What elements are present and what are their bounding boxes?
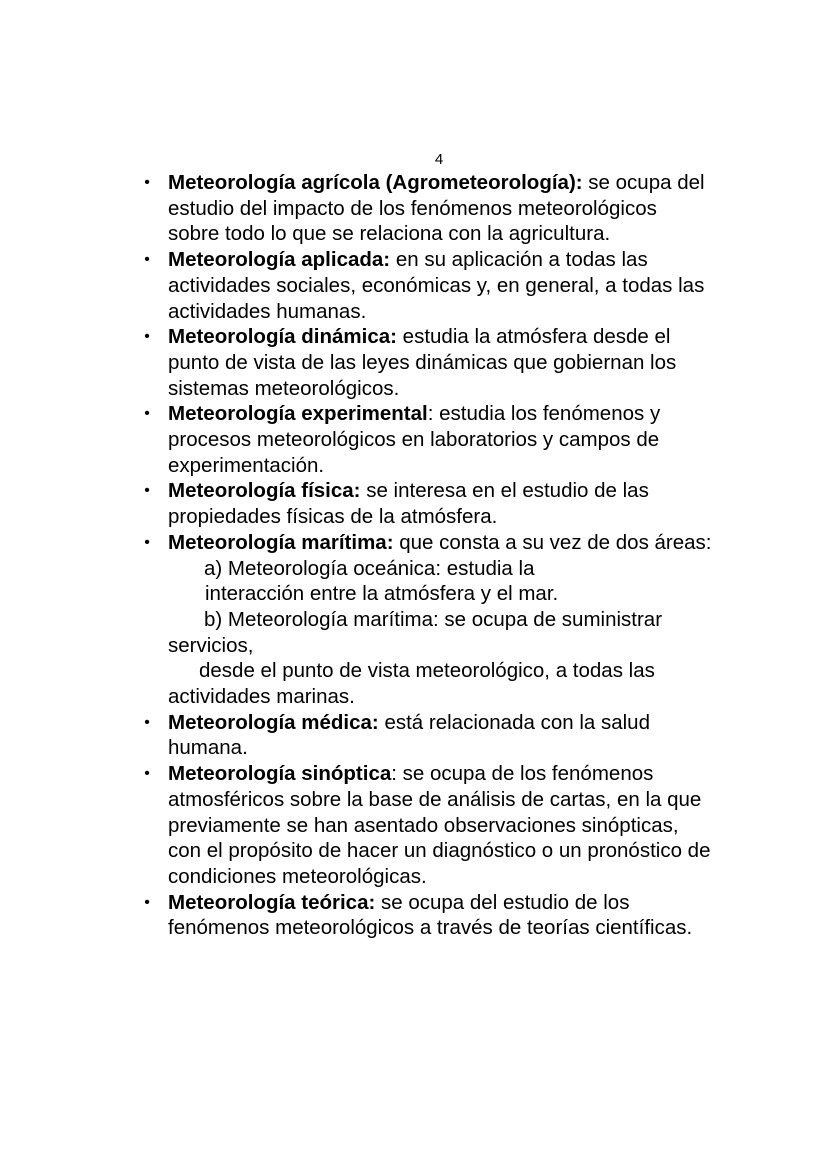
sub-item-maritima-line-4: actividades marinas. [168, 685, 355, 709]
list-item-maritima [144, 530, 713, 710]
item-term: Meteorología física: [168, 479, 361, 503]
list-item-agricola [144, 170, 713, 247]
item-description: en su aplicación a todas las actividades sociales, económicas y, en general, a todas las actividades humanas. [168, 248, 705, 323]
item-term: Meteorología marítima: [168, 530, 394, 554]
list-item-sinoptica [144, 761, 713, 890]
item-description: está relacionada con la salud humana. [168, 710, 650, 760]
item-term: Meteorología sinóptica [168, 762, 392, 786]
item-term: Meteorología médica: [168, 710, 379, 734]
bullet-icon: • [144, 713, 150, 731]
sub-item-maritima-line-2: servicios, [168, 633, 254, 657]
bullet-icon: • [144, 765, 150, 783]
sub-item-maritima-line-1: b) Meteorología marítima: se ocupa de suministrar [204, 607, 663, 631]
list-item-experimental [144, 401, 713, 478]
meteorology-branches-list [144, 170, 713, 941]
item-description: : se ocupa de los fenómenos atmosféricos sobre la base de análisis de cartas, en la que previamente se han asentado observaciones sinópticas, con el propósito de hacer un diagnóstico o un pronóstico de condiciones meteorológicas. [168, 762, 711, 888]
item-description: se interesa en el estudio de las propiedades físicas de la atmósfera. [168, 479, 649, 529]
bullet-icon: • [144, 174, 150, 191]
list-item-teorica [144, 890, 713, 941]
bullet-icon: • [144, 533, 150, 551]
bullet-icon: • [144, 893, 150, 911]
sub-item-maritima-line-3: desde el punto de vista meteorológico, a todas las [199, 659, 655, 683]
item-term: Meteorología experimental [168, 402, 428, 426]
bullet-icon: • [144, 482, 150, 500]
sub-item-oceanica-line-2: interacción entre la atmósfera y el mar. [205, 582, 559, 606]
sub-item-oceanica-line-1: a) Meteorología oceánica: estudia la [204, 556, 535, 580]
list-item-fisica [144, 478, 713, 529]
list-item-dinamica [144, 324, 713, 401]
list-item-medica [144, 710, 713, 761]
item-term: Meteorología dinámica: [168, 325, 397, 349]
item-description: : estudia los fenómenos y procesos meteorológicos en laboratorios y campos de experimentación. [168, 402, 661, 477]
item-term: Meteorología agrícola (Agrometeorología): [168, 171, 583, 194]
item-description: estudia la atmósfera desde el punto de vista de las leyes dinámicas que gobiernan los sistemas meteorológicos. [168, 325, 677, 400]
item-term: Meteorología aplicada: [168, 248, 391, 272]
bullet-icon: • [144, 251, 150, 269]
item-description: se ocupa del estudio del impacto de los fenómenos meteorológicos sobre todo lo que se relaciona con la agricultura. [168, 171, 705, 246]
list-item-aplicada [144, 247, 713, 324]
item-term: Meteorología teórica: [168, 890, 376, 914]
bullet-icon: • [144, 328, 150, 346]
page-number: 4 [434, 151, 444, 168]
item-description: se ocupa del estudio de los fenómenos meteorológicos a través de teorías científicas. [168, 890, 693, 940]
item-description: que consta a su vez de dos áreas: [393, 530, 712, 554]
bullet-icon: • [144, 405, 150, 423]
